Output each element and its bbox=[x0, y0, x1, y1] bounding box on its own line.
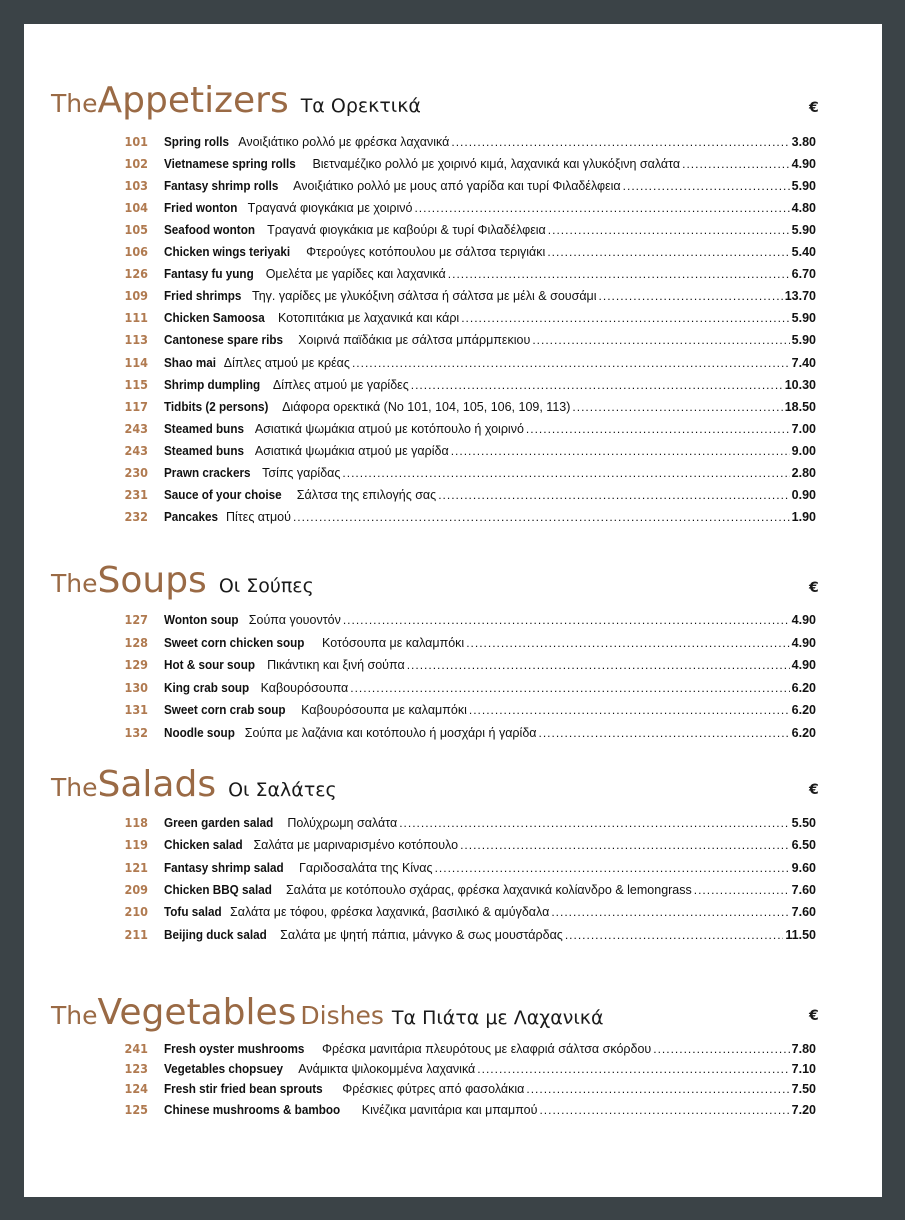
menu-item bbox=[24, 882, 882, 902]
item-code: 125 bbox=[124, 1101, 148, 1117]
item-price: 9.60 bbox=[791, 860, 816, 875]
item-body bbox=[164, 332, 816, 347]
dot-leader bbox=[572, 400, 782, 414]
heading-title: Appetizers bbox=[97, 80, 289, 121]
item-name: Sweet corn chicken soup bbox=[164, 634, 305, 650]
item-price: 5.90 bbox=[791, 311, 816, 326]
item-code: 105 bbox=[124, 222, 148, 238]
menu-item bbox=[24, 815, 882, 835]
item-description: Φτερούγες κοτόπουλου με σάλτσα τεριγιάκι bbox=[306, 245, 546, 260]
heading-title: Soups bbox=[97, 560, 207, 601]
item-price: 6.20 bbox=[791, 703, 816, 718]
heading-title: Vegetables bbox=[97, 992, 297, 1033]
item-description: Κοτοπιτάκια με λαχανικά και κάρι bbox=[278, 311, 460, 326]
item-name: Fantasy fu yung bbox=[164, 266, 254, 282]
dot-leader bbox=[448, 267, 790, 281]
menu-item bbox=[24, 904, 882, 924]
item-name: Tofu salad bbox=[164, 904, 222, 920]
item-code: 230 bbox=[124, 464, 148, 480]
item-body bbox=[164, 860, 816, 875]
item-body bbox=[164, 1102, 816, 1117]
item-description: Πικάντικη και ξινή σούπα bbox=[267, 658, 405, 673]
item-body bbox=[164, 1081, 816, 1096]
item-description: Καβουρόσουπα με καλαμπόκι bbox=[301, 703, 467, 718]
item-description: Δίπλες ατμού με κρέας bbox=[223, 355, 350, 370]
dot-leader bbox=[451, 135, 789, 149]
item-price: 7.00 bbox=[791, 421, 816, 436]
dot-leader bbox=[565, 928, 784, 942]
item-name: Pancakes bbox=[164, 508, 218, 524]
item-price: 4.90 bbox=[791, 157, 816, 172]
item-body bbox=[164, 355, 816, 370]
item-code: 104 bbox=[124, 200, 148, 216]
item-code: 119 bbox=[124, 837, 148, 853]
item-body bbox=[164, 612, 816, 627]
item-body bbox=[164, 509, 816, 524]
currency-euro-icon: € bbox=[809, 782, 819, 798]
menu-item bbox=[24, 377, 882, 397]
menu-item bbox=[24, 399, 882, 419]
item-code: 126 bbox=[124, 266, 148, 282]
item-name: Vietnamese spring rolls bbox=[164, 156, 296, 172]
item-description: Ομελέτα με γαρίδες και λαχανικά bbox=[265, 267, 446, 282]
item-description: Διάφορα ορεκτικά (Νο 101, 104, 105, 106, 109, 113) bbox=[282, 399, 571, 414]
item-name: Fresh stir fried bean sprouts bbox=[164, 1081, 323, 1097]
dot-leader bbox=[342, 466, 789, 480]
menu-item bbox=[24, 1041, 882, 1061]
item-body bbox=[164, 288, 816, 303]
dot-leader bbox=[293, 510, 790, 524]
item-price: 5.90 bbox=[791, 333, 816, 348]
item-description: Σούπα με λαζάνια και κοτόπουλο ή μοσχάρι ή γαρίδα bbox=[244, 726, 537, 740]
item-code: 106 bbox=[124, 244, 148, 260]
item-code: 232 bbox=[124, 508, 148, 524]
menu-item bbox=[24, 332, 882, 352]
item-price: 4.80 bbox=[791, 201, 816, 216]
item-code: 241 bbox=[124, 1041, 148, 1056]
item-body bbox=[164, 134, 816, 149]
dot-leader bbox=[682, 157, 790, 171]
item-body bbox=[164, 244, 816, 259]
item-body bbox=[164, 702, 816, 717]
item-code: 231 bbox=[124, 486, 148, 502]
menu-item bbox=[24, 421, 882, 441]
item-code: 210 bbox=[124, 904, 148, 920]
menu-item bbox=[24, 927, 882, 947]
item-name: Fresh oyster mushrooms bbox=[164, 1041, 305, 1056]
item-body bbox=[164, 927, 816, 942]
heading-the: The bbox=[51, 569, 98, 598]
item-name: Chicken salad bbox=[164, 837, 243, 853]
item-name: Chicken Samoosa bbox=[164, 310, 265, 326]
item-description: Πίτες ατμού bbox=[226, 509, 291, 524]
item-name: Seafood wonton bbox=[164, 222, 255, 238]
dot-leader bbox=[623, 179, 790, 193]
item-name: Beijing duck salad bbox=[164, 926, 267, 942]
menu-item bbox=[24, 355, 882, 375]
dot-leader bbox=[694, 883, 790, 897]
item-body bbox=[164, 377, 816, 392]
dot-leader bbox=[438, 488, 789, 502]
item-code: 243 bbox=[124, 420, 148, 436]
item-code: 123 bbox=[124, 1061, 148, 1077]
item-code: 132 bbox=[124, 725, 148, 740]
item-name: Fried wonton bbox=[164, 200, 238, 216]
dot-leader bbox=[532, 333, 789, 347]
item-price: 5.90 bbox=[791, 179, 816, 194]
dot-leader bbox=[460, 838, 790, 852]
menu-item bbox=[24, 612, 882, 632]
item-description: Γαριδοσαλάτα της Κίνας bbox=[298, 860, 433, 875]
item-code: 124 bbox=[124, 1081, 148, 1097]
currency-euro-icon: € bbox=[809, 1008, 819, 1024]
item-description: Τραγανά φιογκάκια με χοιρινό bbox=[247, 201, 413, 216]
item-body bbox=[164, 1061, 816, 1076]
dot-leader bbox=[469, 703, 790, 717]
item-name: Spring rolls bbox=[164, 134, 230, 149]
item-code: 130 bbox=[124, 679, 148, 695]
item-price: 1.90 bbox=[791, 509, 816, 524]
item-body bbox=[164, 222, 816, 237]
item-body bbox=[164, 725, 816, 740]
item-price: 3.80 bbox=[791, 135, 816, 149]
item-name: Sweet corn crab soup bbox=[164, 702, 286, 718]
item-body bbox=[164, 156, 816, 171]
menu-item bbox=[24, 465, 882, 485]
dot-leader bbox=[548, 223, 790, 237]
item-price: 6.50 bbox=[791, 838, 816, 853]
item-name: Fantasy shrimp salad bbox=[164, 859, 284, 875]
item-body bbox=[164, 487, 816, 502]
menu-item bbox=[24, 443, 882, 463]
item-name: Shrimp dumpling bbox=[164, 376, 261, 392]
item-description: Ανοιξιάτικο ρολλό με φρέσκα λαχανικά bbox=[238, 135, 450, 149]
item-code: 115 bbox=[124, 376, 148, 392]
item-code: 101 bbox=[124, 134, 148, 149]
item-name: Chinese mushrooms & bamboo bbox=[164, 1101, 341, 1117]
section-heading bbox=[51, 80, 421, 121]
item-description: Ασιατικά ψωμάκια ατμού με γαρίδα bbox=[254, 443, 449, 458]
menu-item bbox=[24, 837, 882, 857]
dot-leader bbox=[461, 311, 789, 325]
dot-leader bbox=[343, 613, 790, 627]
menu-item bbox=[24, 1061, 882, 1081]
item-description: Τηγ. γαρίδες με γλυκόξινη σάλτσα ή σάλτσα με μέλι & σουσάμι bbox=[251, 289, 597, 304]
item-price: 18.50 bbox=[784, 399, 816, 414]
item-price: 6.20 bbox=[791, 726, 816, 740]
item-description: Ασιατικά ψωμάκια ατμού με κοτόπουλο ή χοιρινό bbox=[254, 421, 524, 436]
item-description: Φρέσκιες φύτρες από φασολάκια bbox=[342, 1082, 525, 1097]
item-price: 5.50 bbox=[791, 816, 816, 830]
item-name: King crab soup bbox=[164, 679, 250, 695]
menu-item bbox=[24, 509, 882, 529]
item-body bbox=[164, 882, 816, 897]
item-name: Wonton soup bbox=[164, 612, 239, 627]
item-name: Vegetables chopsuey bbox=[164, 1061, 284, 1077]
item-code: 114 bbox=[124, 354, 148, 370]
dot-leader bbox=[352, 356, 790, 370]
menu-item bbox=[24, 134, 882, 154]
item-name: Hot & sour soup bbox=[164, 657, 255, 673]
heading-the: The bbox=[51, 773, 98, 802]
item-code: 129 bbox=[124, 657, 148, 673]
heading-greek: Τα Πιάτα με Λαχανικά bbox=[391, 1007, 604, 1029]
dot-leader bbox=[539, 1103, 789, 1117]
section-heading bbox=[51, 764, 337, 805]
item-name: Steamed buns bbox=[164, 442, 244, 458]
menu-item bbox=[24, 200, 882, 220]
item-body bbox=[164, 680, 816, 695]
menu-item bbox=[24, 635, 882, 655]
item-body bbox=[164, 399, 816, 414]
heading-title: Salads bbox=[97, 764, 217, 805]
menu-item bbox=[24, 178, 882, 198]
item-price: 10.30 bbox=[784, 377, 816, 392]
item-description: Σάλτσα της επιλογής σας bbox=[296, 487, 437, 502]
item-name: Steamed buns bbox=[164, 420, 244, 436]
item-code: 209 bbox=[124, 881, 148, 897]
dot-leader bbox=[407, 658, 790, 672]
item-body bbox=[164, 815, 816, 830]
item-price: 7.40 bbox=[791, 355, 816, 370]
item-description: Σούπα γουοντόν bbox=[248, 613, 341, 627]
item-price: 13.70 bbox=[784, 289, 816, 304]
section-heading bbox=[51, 992, 604, 1033]
item-price: 4.90 bbox=[791, 613, 816, 627]
dot-leader bbox=[411, 378, 783, 392]
item-description: Σαλάτα με τόφου, φρέσκα λαχανικά, βασιλικό & αμύγδαλα bbox=[230, 905, 550, 920]
item-price: 6.20 bbox=[791, 680, 816, 695]
item-price: 5.90 bbox=[791, 223, 816, 238]
item-price: 7.60 bbox=[791, 882, 816, 897]
item-body bbox=[164, 421, 816, 436]
item-name: Noodle soup bbox=[164, 725, 235, 740]
item-name: Prawn crackers bbox=[164, 464, 251, 480]
item-price: 4.90 bbox=[791, 658, 816, 673]
dot-leader bbox=[551, 905, 789, 919]
menu-page bbox=[24, 24, 882, 1197]
item-code: 211 bbox=[124, 926, 148, 942]
menu-item bbox=[24, 244, 882, 264]
item-price: 7.50 bbox=[791, 1082, 816, 1097]
item-code: 102 bbox=[124, 156, 148, 172]
menu-item bbox=[24, 266, 882, 286]
dot-leader bbox=[451, 444, 790, 458]
item-code: 113 bbox=[124, 332, 148, 348]
dot-leader bbox=[477, 1062, 789, 1076]
item-code: 117 bbox=[124, 398, 148, 414]
menu-item bbox=[24, 702, 882, 722]
item-body bbox=[164, 200, 816, 215]
dot-leader bbox=[466, 636, 789, 650]
item-description: Ανοιξιάτικο ρολλό με μους από γαρίδα και τυρί Φιλαδέλφεια bbox=[293, 179, 621, 194]
item-body bbox=[164, 266, 816, 281]
heading-subtitle: Dishes bbox=[300, 1001, 384, 1030]
heading-the: The bbox=[51, 1001, 98, 1030]
menu-item bbox=[24, 222, 882, 242]
item-description: Φρέσκα μανιτάρια πλευρότους με ελαφριά σάλτσα σκόρδου bbox=[322, 1042, 652, 1056]
item-body bbox=[164, 657, 816, 672]
item-body bbox=[164, 635, 816, 650]
item-code: 109 bbox=[124, 288, 148, 304]
heading-greek: Οι Σαλάτες bbox=[228, 779, 337, 801]
dot-leader bbox=[399, 816, 789, 830]
dot-leader bbox=[547, 245, 789, 259]
item-description: Ανάμικτα ψιλοκομμένα λαχανικά bbox=[298, 1062, 476, 1077]
item-description: Σαλάτα με κοτόπουλο σχάρας, φρέσκα λαχανικά κολίανδρο & lemongrass bbox=[285, 882, 692, 897]
item-code: 127 bbox=[124, 612, 148, 627]
item-code: 243 bbox=[124, 442, 148, 458]
item-description: Σαλάτα με ψητή πάπια, μάνγκο & σως μουστάρδας bbox=[280, 927, 563, 942]
heading-greek: Οι Σούπες bbox=[218, 575, 314, 597]
item-body bbox=[164, 178, 816, 193]
item-body bbox=[164, 904, 816, 919]
item-price: 0.90 bbox=[791, 487, 816, 502]
item-name: Chicken wings teriyaki bbox=[164, 244, 291, 260]
item-name: Sauce of your choise bbox=[164, 486, 282, 502]
item-name: Fantasy shrimp rolls bbox=[164, 178, 279, 194]
item-description: Κινέζικα μανιτάρια και μπαμπού bbox=[361, 1102, 538, 1117]
heading-greek: Τα Ορεκτικά bbox=[300, 95, 421, 117]
item-code: 128 bbox=[124, 634, 148, 650]
item-name: Tidbits (2 persons) bbox=[164, 398, 269, 414]
dot-leader bbox=[653, 1042, 789, 1056]
item-price: 7.20 bbox=[791, 1102, 816, 1117]
item-body bbox=[164, 310, 816, 325]
item-code: 131 bbox=[124, 702, 148, 718]
item-code: 121 bbox=[124, 859, 148, 875]
item-description: Πολύχρωμη σαλάτα bbox=[287, 816, 398, 830]
dot-leader bbox=[599, 289, 783, 303]
item-price: 9.00 bbox=[791, 443, 816, 458]
item-description: Βιετναμέζικο ρολλό με χοιρινό κιμά, λαχανικά και γλυκόξινη σαλάτα bbox=[312, 157, 681, 172]
item-code: 103 bbox=[124, 178, 148, 194]
menu-item bbox=[24, 1102, 882, 1122]
item-description: Χοιρινά παϊδάκια με σάλτσα μπάρμπεκιου bbox=[298, 333, 531, 348]
menu-item bbox=[24, 680, 882, 700]
menu-item bbox=[24, 860, 882, 880]
item-price: 7.10 bbox=[791, 1062, 816, 1077]
menu-item bbox=[24, 288, 882, 308]
section-heading bbox=[51, 560, 314, 601]
item-name: Fried shrimps bbox=[164, 288, 242, 304]
dot-leader bbox=[414, 201, 789, 215]
menu-item bbox=[24, 310, 882, 330]
item-description: Καβουρόσουπα bbox=[260, 680, 349, 695]
item-body bbox=[164, 1041, 816, 1056]
menu-item bbox=[24, 156, 882, 176]
item-body bbox=[164, 837, 816, 852]
item-code: 118 bbox=[124, 815, 148, 830]
menu-item bbox=[24, 487, 882, 507]
item-name: Green garden salad bbox=[164, 815, 274, 830]
menu-item bbox=[24, 657, 882, 677]
item-name: Cantonese spare ribs bbox=[164, 332, 283, 348]
item-price: 5.40 bbox=[791, 245, 816, 260]
dot-leader bbox=[526, 422, 790, 436]
item-code: 111 bbox=[124, 310, 148, 326]
item-price: 11.50 bbox=[785, 927, 816, 942]
item-price: 6.70 bbox=[791, 267, 816, 282]
dot-leader bbox=[435, 861, 790, 875]
item-price: 2.80 bbox=[791, 465, 816, 480]
currency-euro-icon: € bbox=[809, 100, 819, 116]
item-description: Τραγανά φιογκάκια με καβούρι & τυρί Φιλαδέλφεια bbox=[267, 223, 546, 238]
currency-euro-icon: € bbox=[809, 580, 819, 596]
dot-leader bbox=[526, 1082, 789, 1096]
item-price: 7.60 bbox=[791, 905, 816, 920]
dot-leader bbox=[539, 726, 790, 740]
heading-the: The bbox=[51, 89, 98, 118]
item-price: 7.80 bbox=[791, 1042, 816, 1056]
dot-leader bbox=[350, 681, 789, 695]
item-body bbox=[164, 443, 816, 458]
item-price: 4.90 bbox=[791, 635, 816, 650]
item-description: Σαλάτα με μαριναρισμένο κοτόπουλο bbox=[253, 838, 459, 853]
item-name: Chicken BBQ salad bbox=[164, 881, 272, 897]
item-description: Τσίπς γαρίδας bbox=[262, 465, 341, 480]
item-description: Δίπλες ατμού με γαρίδες bbox=[272, 377, 409, 392]
item-name: Shao mai bbox=[164, 354, 217, 370]
item-description: Κοτόσουπα με καλαμπόκι bbox=[322, 635, 465, 650]
item-body bbox=[164, 465, 816, 480]
menu-item bbox=[24, 725, 882, 745]
menu-item bbox=[24, 1081, 882, 1101]
